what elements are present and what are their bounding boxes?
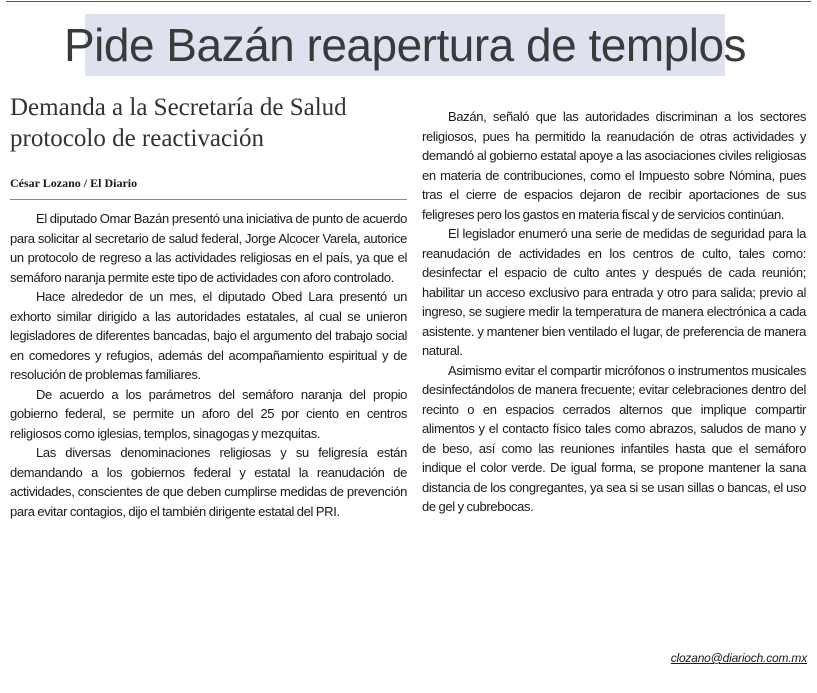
author-email-link[interactable]: clozano@diarioch.com.mx: [670, 651, 807, 665]
paragraph: Asimismo evitar el compartir micrófonos o instrumentos musicales desinfectándolos de manera frecuente; evitar celebraciones dentro del recinto o en espacios cerrados alternos que implique compartir alimentos y el contacto físico tales como abrazos, saludos de mano y de beso, así como las reuniones infantiles hasta que el semáforo indique el color verde. De igual forma, se propone mantener la sana distancia de los congregantes, ya sea si se usan sillas o bancas, el uso de gel y cubrebocas.: [422, 362, 806, 514]
right-column: [422, 107, 806, 517]
paragraph: El legislador enumeró una serie de medidas de seguridad para la reanudación de actividades en los centros de culto, tales como: desinfectar el espacio de culto antes y después de cada reunión; habilitar un acceso exclusivo para entrada y otro para salida; previo al ingreso, se sugiere medir la temperatura de manera electrónica a cada asistente. y mantener bien ventilado el lugar, de preferencia de manera natural.: [422, 226, 806, 358]
byline: César Lozano / El Diario: [10, 176, 138, 190]
paragraph: Bazán, señaló que las autoridades discriminan a los sectores religiosos, pues ha permitido la reanudación de otras actividades y demandó al gobierno estatal apoye a las asociaciones civiles religiosas en materia de contribuciones, como el Impuesto sobre Nómina, pues tras el cierre de espacios dejaron de recibir aportaciones de sus feligreses pero los gastos en materia fiscal y de servicios continúan.: [422, 109, 806, 222]
headline: Pide Bazán reapertura de templos: [63, 19, 747, 71]
top-rule: [6, 1, 811, 2]
paragraph: Hace alrededor de un mes, el diputado Obed Lara presentó un exhorto similar dirigido a las autoridades estatales, al cual se unieron legisladores de diferentes bancadas, bajo el argumento del trabajo social en comedores y refugios, además del acompañamiento espiritual y de resolución de problemas familiares.: [10, 289, 407, 382]
paragraph: El diputado Omar Bazán presentó una iniciativa de punto de acuerdo para solicitar al secretario de salud federal, Jorge Alcocer Varela, autorice un protocolo de regreso a las actividades religiosas en el país, ya que el semáforo naranja permite este tipo de actividades con aforo controlado.: [10, 211, 407, 285]
paragraph: De acuerdo a los parámetros del semáforo naranja del propio gobierno federal, se permite un aforo del 25 por ciento en centros religiosos como iglesias, templos, sinagogas y mezquitas.: [10, 386, 407, 441]
left-body: [10, 209, 407, 521]
paragraph: Las diversas denominaciones religiosas y su feligresía están demandando a los gobiernos federal y estatal la reanudación de actividades, conscientes de que deben cumplirse medidas de prevención para evitar contagios, dijo el también dirigente estatal del PRI.: [10, 445, 407, 519]
byline-divider: [10, 199, 407, 200]
subhead: Demanda a la Secretaría de Salud protocolo de reactivación: [10, 94, 347, 152]
left-column: [10, 92, 407, 521]
